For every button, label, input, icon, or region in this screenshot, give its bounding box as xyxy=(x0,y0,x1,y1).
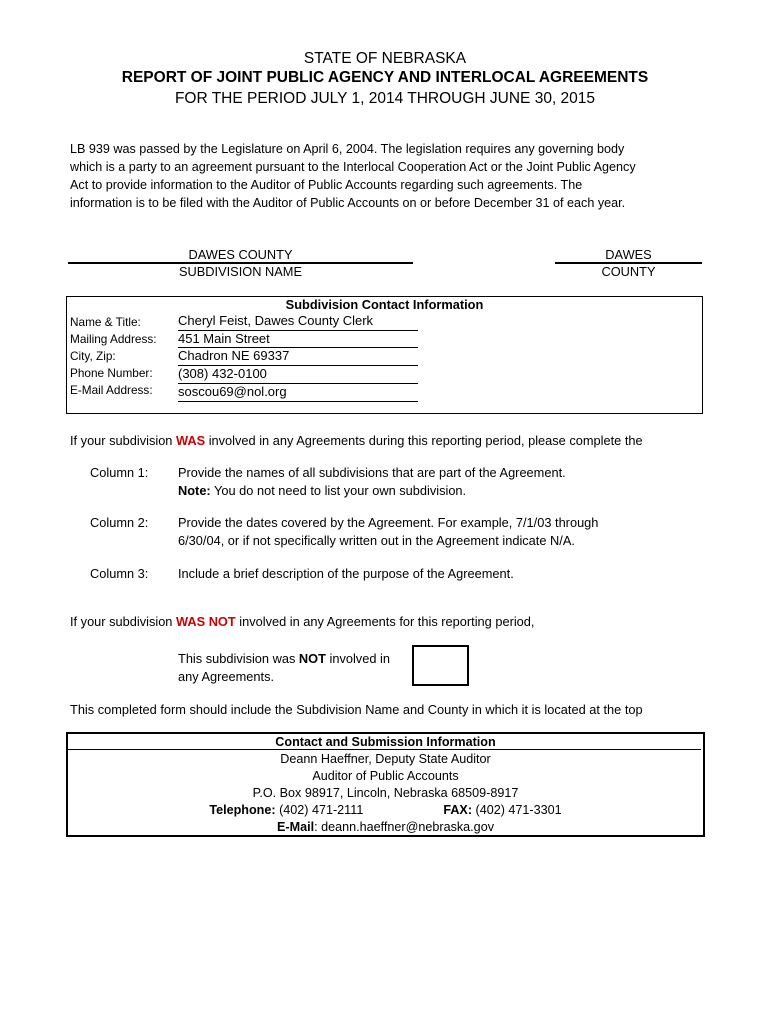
column1-line: Provide the names of all subdivisions that are part of the Agreement. xyxy=(178,465,566,480)
column2-line: Provide the dates covered by the Agreement. For example, 7/1/03 through xyxy=(178,515,599,530)
was-instruction xyxy=(70,433,643,448)
mailing-address-field[interactable]: 451 Main Street xyxy=(178,331,418,349)
county-underline xyxy=(555,262,702,264)
submission-email xyxy=(66,819,705,836)
column2-text xyxy=(178,514,678,550)
subdivision-name-value: DAWES COUNTY xyxy=(188,247,293,262)
email-address-label: E-Mail Address: xyxy=(70,383,153,397)
was-not-prefix: If your subdivision xyxy=(70,614,176,629)
fax-value: (402) 471-3301 xyxy=(472,803,562,817)
note-label: Note: xyxy=(178,483,211,498)
report-period: FOR THE PERIOD JULY 1, 2014 THROUGH JUNE 30, 2015 xyxy=(174,90,596,107)
subdivision-name-label: SUBDIVISION NAME xyxy=(178,264,302,279)
column1-label: Column 1: xyxy=(90,465,149,480)
city-zip-label: City, Zip: xyxy=(70,349,116,363)
county-value: DAWES xyxy=(605,247,652,262)
was-not-instruction xyxy=(70,614,534,629)
city-zip-field[interactable]: Chadron NE 69337 xyxy=(178,348,418,366)
submission-title: Contact and Submission Information xyxy=(275,735,496,749)
submission-address: P.O. Box 98917, Lincoln, Nebraska 68509-8917 xyxy=(252,786,519,800)
intro-line: Act to provide information to the Auditor of Public Accounts regarding such agreements. The xyxy=(70,178,583,192)
intro-paragraph xyxy=(70,140,710,212)
was-keyword: WAS xyxy=(175,433,206,448)
telephone-label: Telephone: xyxy=(209,803,276,817)
subdivision-name-underline xyxy=(68,262,413,264)
note-text: You do not need to list your own subdivision. xyxy=(210,483,467,498)
contact-values xyxy=(178,313,418,402)
not-involved-post: involved in xyxy=(325,651,390,666)
completed-form-note: This completed form should include the Subdivision Name and County in which it is located at the top xyxy=(70,702,643,717)
not-involved-checkbox[interactable] xyxy=(412,645,469,686)
contact-info-title: Subdivision Contact Information xyxy=(285,297,484,312)
phone-number-field[interactable]: (308) 432-0100 xyxy=(178,366,418,384)
column3-label: Column 3: xyxy=(90,566,149,581)
submission-info xyxy=(66,734,705,836)
mailing-address-label: Mailing Address: xyxy=(70,332,157,346)
submission-contact-name: Deann Haeffner, Deputy State Auditor xyxy=(280,752,491,766)
column2-line: 6/30/04, or if not specifically written out in the Agreement indicate N/A. xyxy=(178,533,575,548)
contact-labels xyxy=(70,314,157,399)
was-not-suffix: involved in any Agreements for this reporting period, xyxy=(235,614,535,629)
name-title-label: Name & Title: xyxy=(70,315,141,329)
state-heading: STATE OF NEBRASKA xyxy=(303,50,467,67)
not-involved-pre: This subdivision was xyxy=(178,651,299,666)
not-involved-line2: any Agreements. xyxy=(178,669,275,684)
was-suffix: involved in any Agreements during this reporting period, please complete the xyxy=(205,433,643,448)
column1-text xyxy=(178,464,678,500)
fax-label: FAX: xyxy=(443,803,473,817)
intro-line: information is to be filed with the Auditor of Public Accounts on or before December 31 of each year. xyxy=(70,196,626,210)
not-keyword: NOT xyxy=(298,651,326,666)
email-value: : deann.haeffner@nebraska.gov xyxy=(314,820,494,834)
not-involved-line xyxy=(178,650,390,668)
telephone-value: (402) 471-2111 xyxy=(275,803,364,817)
phone-number-label: Phone Number: xyxy=(70,366,153,380)
column3-text: Include a brief description of the purpose of the Agreement. xyxy=(178,566,514,581)
submission-office: Auditor of Public Accounts xyxy=(312,769,459,783)
report-title: REPORT OF JOINT PUBLIC AGENCY AND INTERLOCAL AGREEMENTS xyxy=(121,69,649,86)
name-title-field[interactable]: Cheryl Feist, Dawes County Clerk xyxy=(178,313,418,331)
column2-label: Column 2: xyxy=(90,515,149,530)
column1-note xyxy=(178,482,678,500)
submission-phone-fax xyxy=(66,802,705,819)
not-involved-text xyxy=(178,650,390,686)
was-not-keyword: WAS NOT xyxy=(175,614,236,629)
email-address-field[interactable]: soscou69@nol.org xyxy=(178,384,418,402)
intro-line: LB 939 was passed by the Legislature on April 6, 2004. The legislation requires any governing body xyxy=(70,142,625,156)
email-label: E-Mail xyxy=(277,820,315,834)
was-prefix: If your subdivision xyxy=(70,433,176,448)
intro-line: which is a party to an agreement pursuant to the Interlocal Cooperation Act or the Joint Public Agency xyxy=(70,160,636,174)
county-label: COUNTY xyxy=(601,264,656,279)
